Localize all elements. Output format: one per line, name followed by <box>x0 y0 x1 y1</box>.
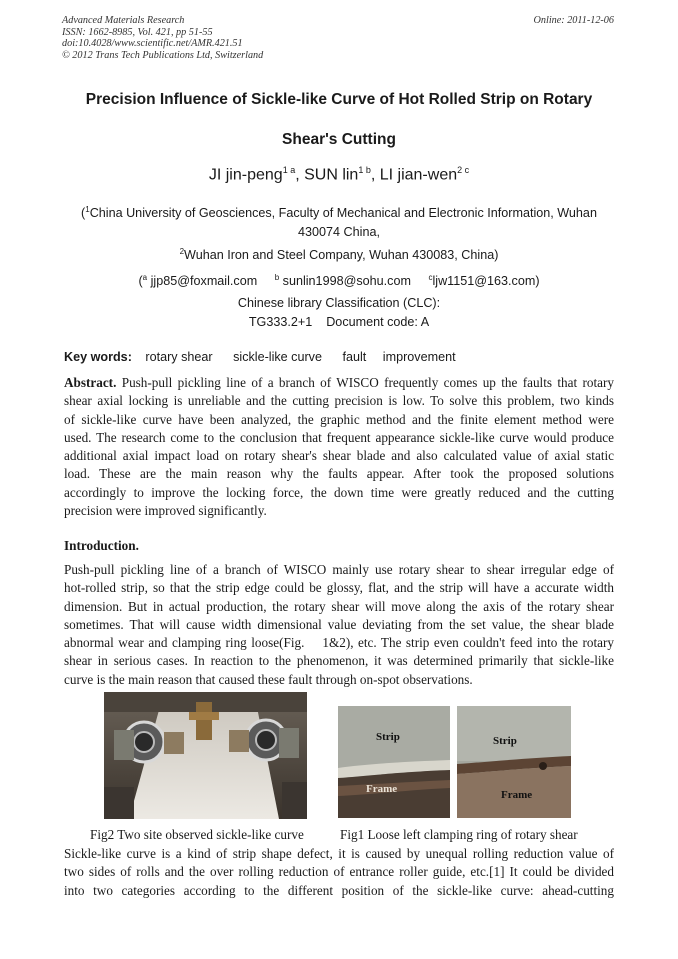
frame-label: Frame <box>501 789 533 801</box>
online-date: Online: 2011-12-06 <box>533 15 614 26</box>
figure-caption-2: Fig2 Two site observed sickle-like curve <box>90 827 304 842</box>
intro-line: shear in serious cases. In reaction to the phenomenon, it was determined primarily that sickle-like <box>64 653 614 669</box>
abstract-line: precision were improved significantly. <box>64 503 267 519</box>
copyright: © 2012 Trans Tech Publications Ltd, Switzerland <box>62 49 264 61</box>
affiliation-2 <box>78 242 600 265</box>
paper-title <box>62 80 616 160</box>
journal-name: Advanced Materials Research <box>62 15 185 26</box>
author-name: LI jian-wen <box>379 166 458 184</box>
abstract-line: used. The research come to the conclusion that frequent appearance sickle-like curve would produce <box>64 429 614 445</box>
figure-caption-1: Fig1 Loose left clamping ring of rotary shear <box>340 827 578 842</box>
abstract-label: Abstract. <box>64 375 117 390</box>
introduction-paragraph <box>64 561 614 689</box>
title-line-2: Shear's Cutting <box>282 131 396 148</box>
keyword: improvement <box>382 350 456 364</box>
author-name: SUN lin <box>304 166 359 184</box>
email-list: ($^a$ jjp85@foxmail.com $^b$ sunlin1998@sohu.com $^c$ljw1151@163.com) <box>138 273 540 289</box>
aff-sup: 1 <box>85 205 90 214</box>
body-line: two sides of rolls and the over rolling reduction of entrance roller guide, etc.[1] It could be divided <box>64 864 614 880</box>
author-sup: 2 c <box>457 165 470 175</box>
keyword: sickle-like curve <box>233 350 322 364</box>
body-line: Sickle-like curve is a kind of strip shape defect, it is caused by unequal rolling reduction value of <box>64 846 614 861</box>
author-name: JI jin-peng <box>208 166 283 184</box>
aff-text: Wuhan Iron and Steel Company, Wuhan 430083, China) <box>184 248 499 263</box>
keyword: rotary shear <box>145 350 213 364</box>
author-sup: 1 b <box>358 165 371 175</box>
abstract <box>64 374 614 520</box>
aff-text: China University of Geosciences, Faculty of Mechanical and Electronic Information, Wuhan <box>89 206 597 221</box>
email-a[interactable]: jjp85@foxmail.com <box>150 274 258 289</box>
doi: doi:10.4028/www.scientific.net/AMR.421.51 <box>62 38 243 50</box>
abstract-line: load. These are the main reason why the faults appear. After took the proposed solutions <box>64 466 614 482</box>
abstract-line: shear axial locking is unreliable and the cutting precision is low. To solve this problem, two kinds <box>64 393 614 409</box>
body-line: into two categories according to the different position of the sickle-like curve: ahead-cutting <box>64 882 614 898</box>
clc-label: Chinese library Classification (CLC): <box>237 296 441 310</box>
keywords <box>64 350 473 364</box>
keywords-label: Key words: <box>64 350 132 364</box>
intro-line: sometimes. That will cause width dimensional value deviating from the set value, the shear blade <box>64 616 614 632</box>
aff-text: 430074 China, <box>298 225 380 240</box>
aff-sup: 2 <box>179 247 185 256</box>
email-sup: b <box>274 273 280 282</box>
strip-label: Strip <box>376 731 400 743</box>
author-list: JI jin-peng$^{1 a}$, SUN lin$^{1 b}$, LI jian-wen$^{2 c}$ <box>208 165 470 184</box>
email-c[interactable]: ljw1151@163.com <box>432 274 536 289</box>
email-sup: a <box>142 273 148 282</box>
affiliation-1: ($^1$China University of Geosciences, Faculty of Mechanical and Electronic Information, Wuhan 430074 China, <box>81 205 597 240</box>
section-heading: Introduction. <box>64 538 139 553</box>
intro-line: curve is the main reason that caused these fault through on-spot observations. <box>64 671 473 687</box>
strip-frame-photo-2 <box>457 706 571 818</box>
strip-label: Strip <box>493 735 517 747</box>
frame-label: Frame <box>366 783 398 795</box>
intro-line: hot-rolled strip, so that the strip edge could be glossy, flat, and the strip will have a accurate width <box>64 580 614 596</box>
abstract-line: of sickle-like curve have been analyzed, the graphic method and the finite element method were <box>64 411 614 427</box>
email-b[interactable]: sunlin1998@sohu.com <box>282 274 411 289</box>
rotary-shear-photo <box>104 692 307 819</box>
email-sup: c <box>428 273 433 282</box>
issn: ISSN: 1662-8985, Vol. 421, pp 51-55 <box>62 26 213 38</box>
keyword: fault <box>342 350 367 364</box>
abstract-text: Push-pull pickling line of a branch of WISCO frequently comes up the faults that rotary <box>116 375 614 390</box>
strip-frame-photo-1 <box>338 706 450 818</box>
abstract-line: additional axial impact load on rotary shear's shear blade and also calculated value of axial static <box>64 448 614 464</box>
title-line-1: Precision Influence of Sickle-like Curve of Hot Rolled Strip on Rotary <box>85 91 593 108</box>
author-sup: 1 a <box>282 165 296 175</box>
clc-value: TG333.2+1 Document code: A <box>248 315 430 329</box>
journal-header <box>62 15 263 61</box>
abstract-line <box>64 374 614 392</box>
abstract-line: accordingly to improve the locking force, the down time were greatly reduced and the cutting <box>64 484 614 500</box>
body-paragraph <box>64 845 614 900</box>
intro-line: Push-pull pickling line of a branch of WISCO mainly use rotary shear to shear irregular edge of <box>64 562 614 577</box>
intro-line: dimension. But in actual production, the rotary shear will move along the axis of the rotary shear <box>64 598 614 614</box>
clc-info <box>78 294 600 332</box>
intro-line: abnormal wear and clamping ring loose(Fig. 1&2), etc. The strip even couldn't feed into the rotary <box>64 635 614 651</box>
